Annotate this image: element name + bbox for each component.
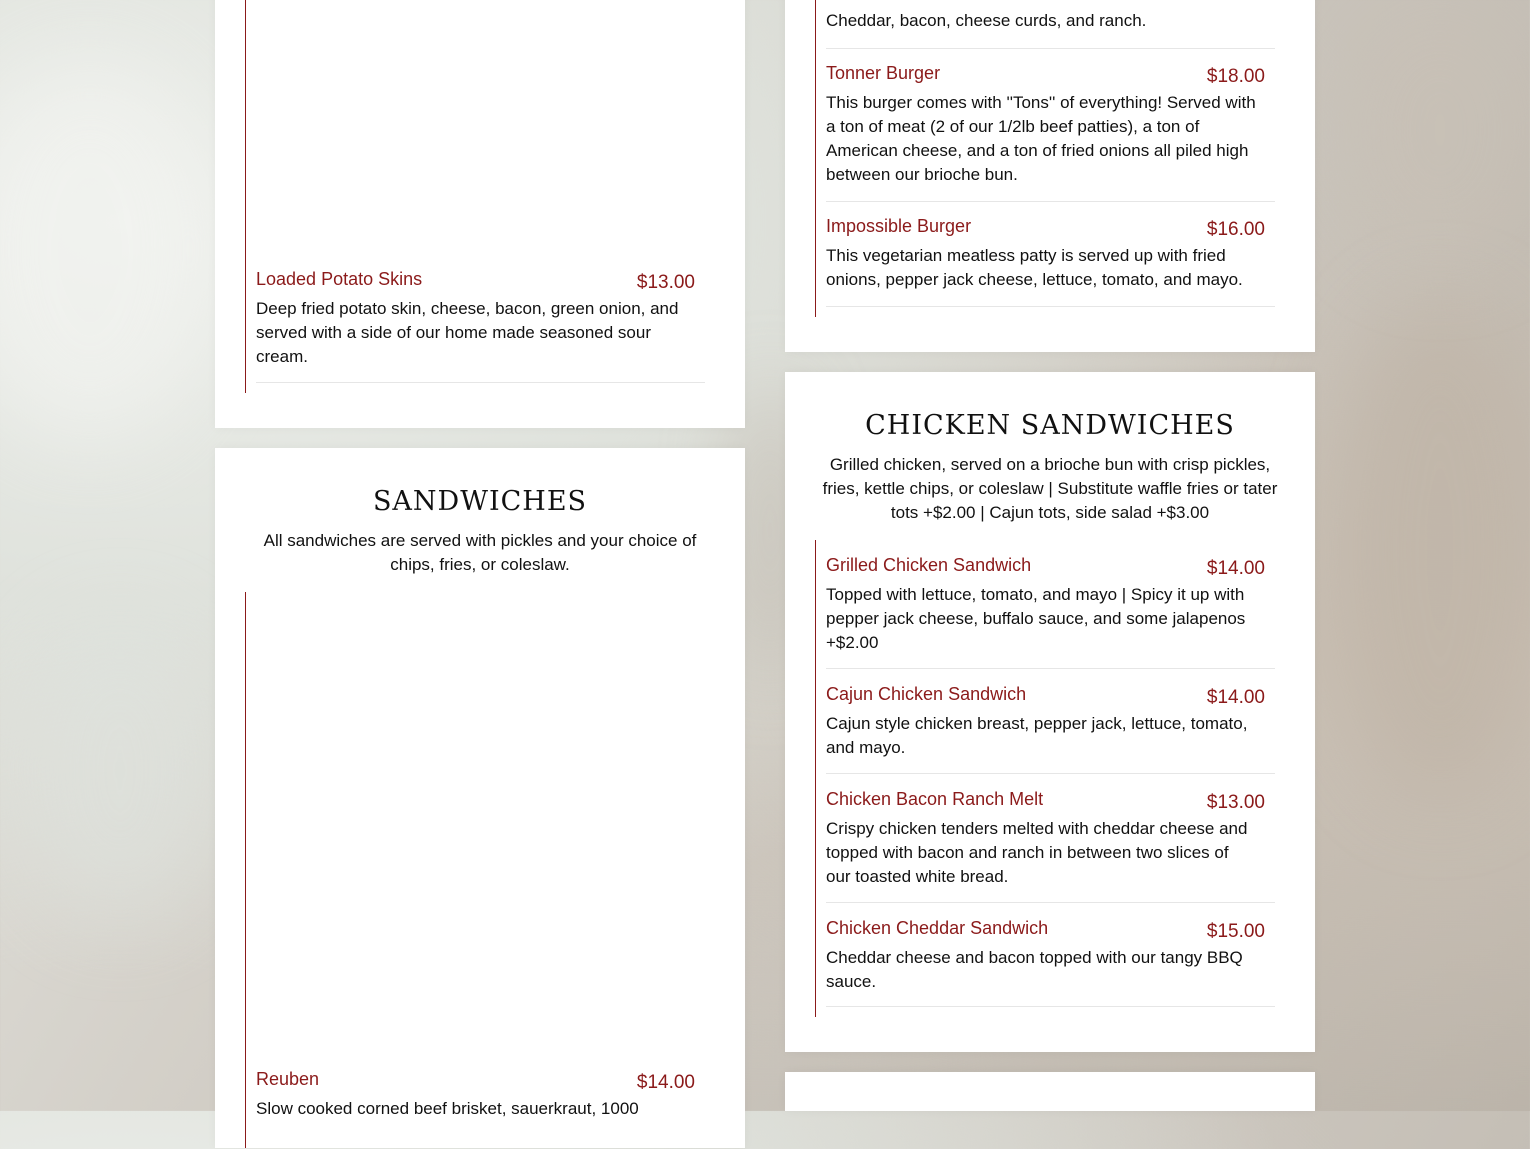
section-subtitle: Grilled chicken, served on a brioche bun with crisp pickles, fries, kettle chips, or coleslaw | Substitute waffle fries or tater tots +$2.00 | Cajun tots, side salad +$3.00 xyxy=(822,455,1278,522)
menu-item xyxy=(826,789,1275,903)
item-price: $16.00 xyxy=(1206,219,1265,240)
burgers-card xyxy=(785,0,1315,352)
item-price: $18.00 xyxy=(1206,66,1265,87)
item-name: Loaded Potato Skins xyxy=(256,269,423,289)
section-title: SANDWICHES xyxy=(372,486,588,517)
item-price: $14.00 xyxy=(1206,687,1265,708)
item-description: Slow cooked corned beef brisket, sauerkraut, 1000 xyxy=(256,1099,639,1118)
item-name: Tonner Burger xyxy=(826,63,941,83)
menu-items-list xyxy=(245,592,705,1148)
item-name: Chicken Cheddar Sandwich xyxy=(826,918,1049,938)
chicken-sandwiches-card xyxy=(785,372,1315,1052)
appetizers-card xyxy=(215,0,745,428)
menu-item xyxy=(826,918,1275,1007)
item-price: $13.00 xyxy=(1206,792,1265,813)
menu-item xyxy=(826,684,1275,774)
menu-item xyxy=(826,216,1275,307)
item-name: Cajun Chicken Sandwich xyxy=(826,684,1027,704)
item-price: $15.00 xyxy=(1206,921,1265,942)
section-subtitle: All sandwiches are served with pickles and your choice of chips, fries, or coleslaw. xyxy=(263,531,697,574)
item-name: Chicken Bacon Ranch Melt xyxy=(826,789,1044,809)
item-price: $14.00 xyxy=(636,1072,695,1093)
item-name: Grilled Chicken Sandwich xyxy=(826,555,1032,575)
item-description: Crispy chicken tenders melted with cheddar cheese and topped with bacon and ranch in between two slices of our toasted white bread. xyxy=(826,819,1248,886)
item-description: Topped with lettuce, tomato, and mayo | Spicy it up with pepper jack cheese, buffalo sauce, and some jalapenos +$2.00 xyxy=(826,585,1246,652)
menu-items-list xyxy=(815,540,1275,1017)
item-description: Deep fried potato skin, cheese, bacon, green onion, and served with a side of our home made seasoned sour cream. xyxy=(256,299,679,366)
item-price: $14.00 xyxy=(1206,558,1265,579)
section-title: CHICKEN SANDWICHES xyxy=(865,410,1235,441)
background-blur xyxy=(0,60,220,440)
menu-item xyxy=(256,1069,705,1149)
sandwiches-card xyxy=(215,448,745,1148)
menu-items-list xyxy=(245,0,705,393)
menu-items-list xyxy=(815,0,1275,317)
menu-item xyxy=(256,269,705,383)
item-name: Impossible Burger xyxy=(826,216,972,236)
background-blur xyxy=(20,620,220,920)
background-blur xyxy=(1330,300,1530,800)
item-description: Cheddar, bacon, cheese curds, and ranch. xyxy=(826,11,1147,30)
background-blur xyxy=(1340,0,1530,260)
menu-item xyxy=(826,555,1275,669)
item-name: Reuben xyxy=(256,1069,320,1089)
item-description: This burger comes with ''Tons'' of everything! Served with a ton of meat (2 of our 1/2lb beef patties), a ton of American cheese, and a ton of fried onions all piled high between our brioche bun. xyxy=(826,93,1256,184)
item-description: This vegetarian meatless patty is served up with fried onions, pepper jack cheese, lettuce, tomato, and mayo. xyxy=(826,246,1243,289)
item-description: Cheddar cheese and bacon topped with our tangy BBQ sauce. xyxy=(826,948,1243,991)
item-price: $13.00 xyxy=(636,272,695,293)
item-description: Cajun style chicken breast, pepper jack, lettuce, tomato, and mayo. xyxy=(826,714,1248,757)
menu-item xyxy=(826,63,1275,202)
next-section-card xyxy=(785,1072,1315,1111)
menu-item xyxy=(826,0,1275,49)
